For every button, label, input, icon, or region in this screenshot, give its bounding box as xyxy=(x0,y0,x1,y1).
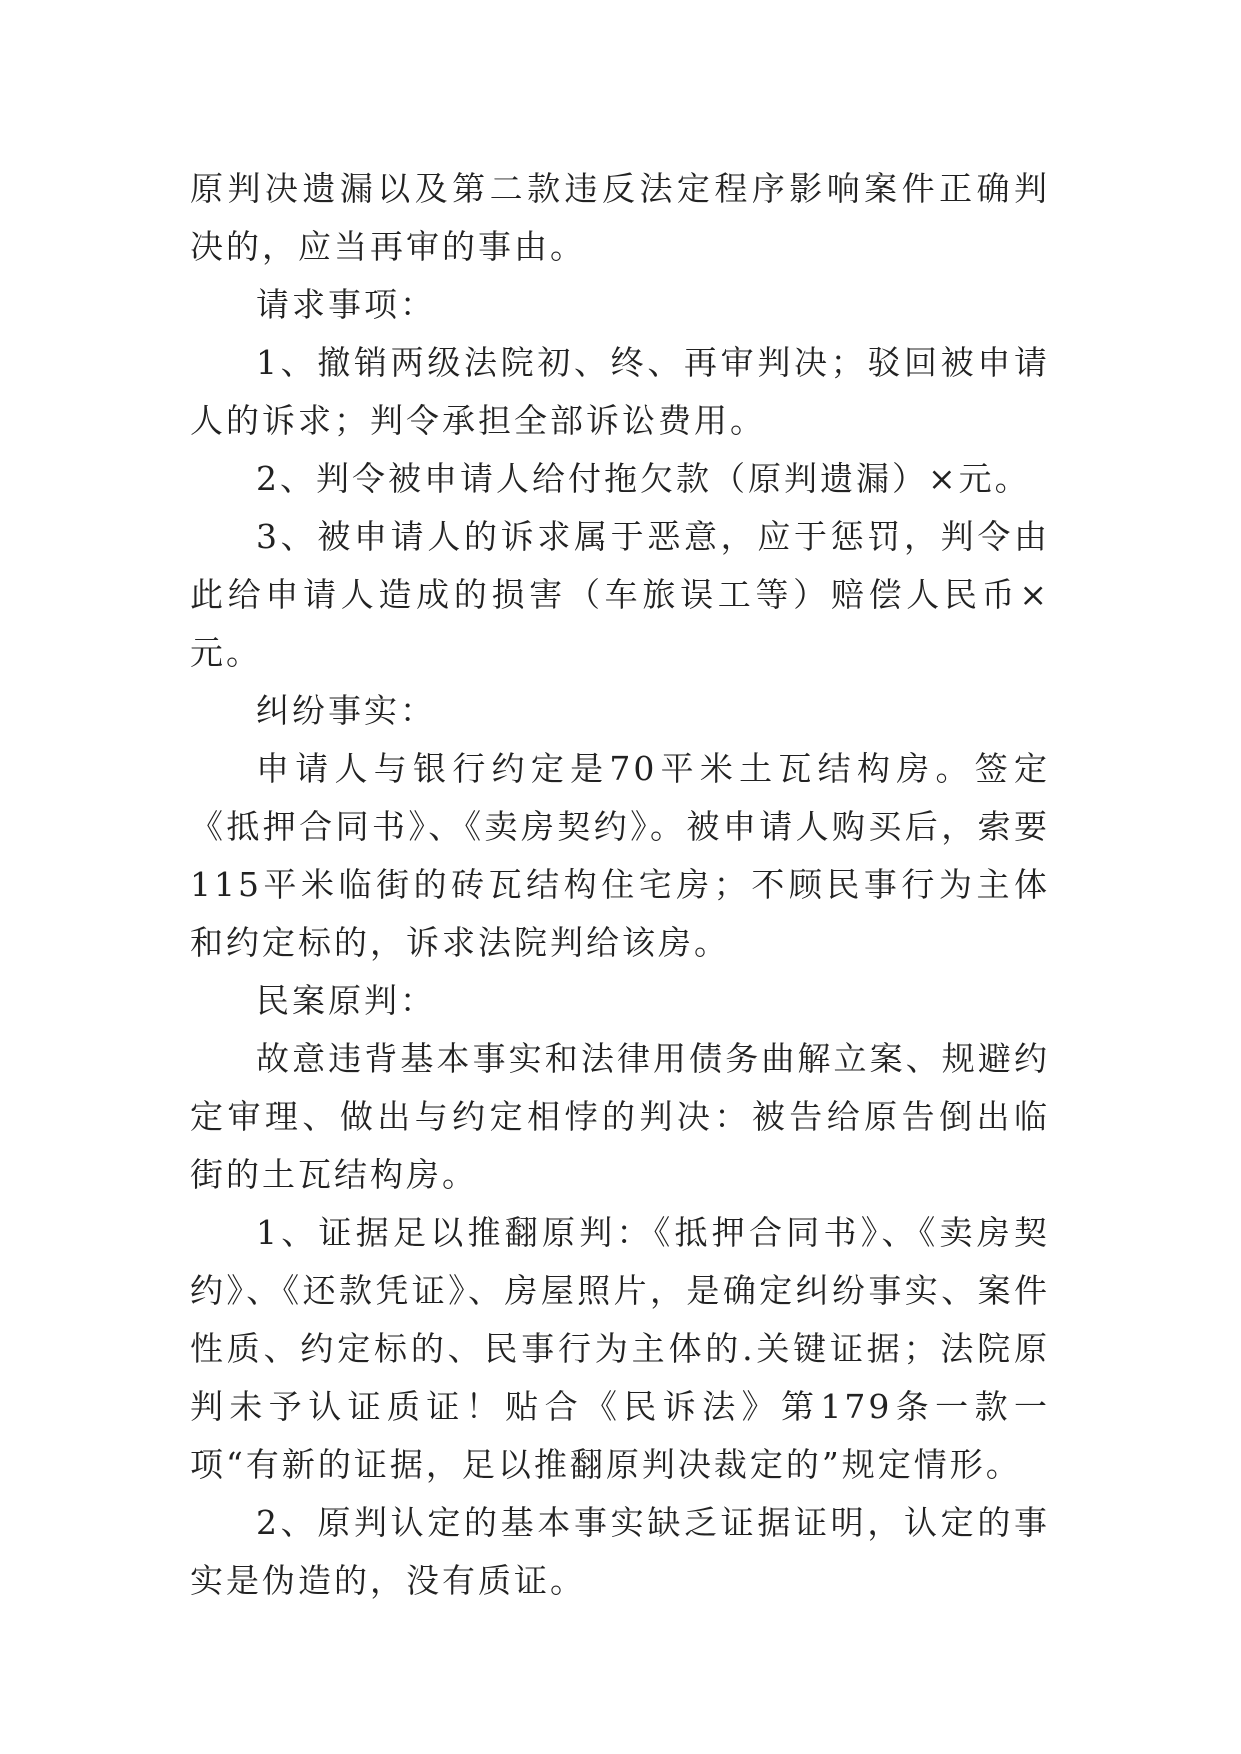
paragraph-continuation: 原判决遗漏以及第二款违反法定程序影响案件正确判决的，应当再审的事由。 xyxy=(190,169,1050,266)
request-item-2: 2、判令被申请人给付拖欠款（原判遗漏）×元。 xyxy=(256,459,1031,498)
reason-item-1: 1、证据足以推翻原判：《抵押合同书》、《卖房契约》、《还款凭证》、房屋照片，是确定纠纷事实、案件性质、约定标的、民事行为主体的.关键证据；法院原判未予认证质证！贴合《民诉法》第179条一款一项“有新的证据，足以推翻原判决裁定的”规定情形。 xyxy=(190,1213,1050,1484)
dispute-facts-text: 申请人与银行约定是70平米土瓦结构房。签定《抵押合同书》、《卖房契约》。被申请人购买后，索要115平米临街的砖瓦结构住宅房；不顾民事行为主体和约定标的，诉求法院判给该房。 xyxy=(190,749,1050,962)
heading-dispute-facts: 纠纷事实： xyxy=(256,691,436,730)
heading-request-items: 请求事项： xyxy=(256,285,436,324)
original-judgment-text: 故意违背基本事实和法律用债务曲解立案、规避约定审理、做出与约定相悖的判决：被告给原告倒出临街的土瓦结构房。 xyxy=(190,1039,1050,1194)
document-body xyxy=(190,160,1050,1610)
request-item-3: 3、被申请人的诉求属于恶意，应于惩罚，判令由此给申请人造成的损害（车旅误工等）赔偿人民币×元。 xyxy=(190,517,1050,672)
request-item-1: 1、撤销两级法院初、终、再审判决；驳回被申请人的诉求；判令承担全部诉讼费用。 xyxy=(190,343,1050,440)
reason-item-2: 2、原判认定的基本事实缺乏证据证明，认定的事实是伪造的，没有质证。 xyxy=(190,1503,1050,1600)
heading-original-judgment: 民案原判： xyxy=(256,981,436,1020)
